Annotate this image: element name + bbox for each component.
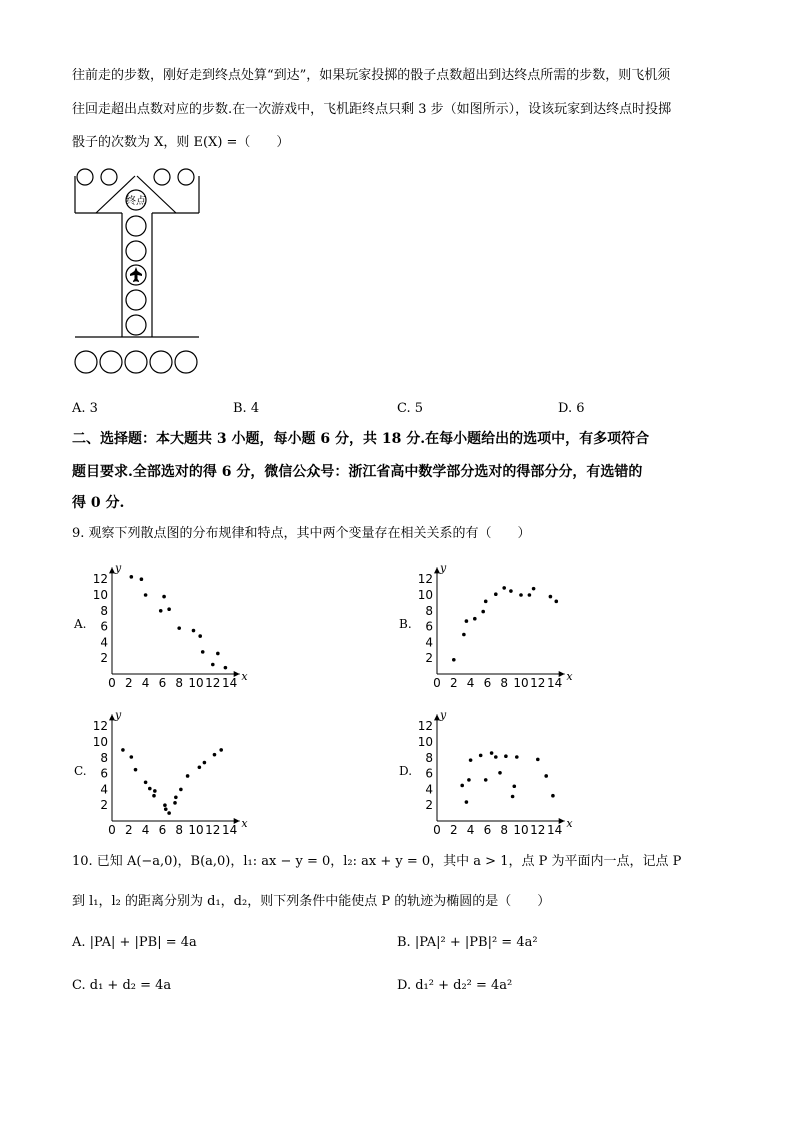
data-point bbox=[473, 617, 477, 621]
x-tick-label: 0 bbox=[108, 823, 116, 837]
data-point bbox=[481, 610, 485, 614]
y-tick-label: 12 bbox=[417, 719, 433, 734]
data-point bbox=[140, 577, 144, 581]
y-tick-label: 2 bbox=[425, 798, 433, 813]
data-point bbox=[134, 768, 138, 772]
intro-line-1: 往前走的步数，刚好走到终点处算“到达”，如果玩家投掷的骰子点数超出到达终点所需的步数，则飞机须 bbox=[72, 68, 671, 83]
x-tick-label: 10 bbox=[513, 676, 529, 690]
data-point bbox=[152, 794, 156, 798]
x-tick-label: 12 bbox=[205, 823, 221, 837]
q10-stem-2: 到 l₁，l₂ 的距离分别为 d₁，d₂，则下列条件中能使点 P 的轨迹为椭圆的是（ ） bbox=[72, 894, 551, 909]
board-diagram bbox=[72, 170, 202, 390]
q10-stem: 10. 已知 A(−a,0)，B(a,0)，l₁: ax − y = 0，l₂: ax + y = 0，其中 a > 1，点 P 为平面内一点，记点 P bbox=[72, 854, 682, 869]
data-point bbox=[144, 593, 148, 597]
data-point bbox=[484, 600, 488, 604]
data-point bbox=[163, 803, 167, 807]
data-point bbox=[201, 650, 205, 654]
plot-option-label: C. bbox=[74, 764, 87, 778]
x-tick-label: 8 bbox=[175, 676, 184, 690]
y-tick-label: 6 bbox=[100, 619, 108, 634]
x-tick-label: 2 bbox=[449, 823, 458, 837]
data-point bbox=[554, 600, 558, 604]
y-tick-label: 4 bbox=[100, 635, 108, 650]
section2-line-3: 得 0 分. bbox=[72, 495, 125, 511]
x-tick-label: 10 bbox=[513, 823, 529, 837]
x-axis-label: x bbox=[566, 670, 573, 683]
y-axis-label: y bbox=[440, 561, 447, 575]
y-tick-label: 4 bbox=[425, 635, 433, 650]
x-axis-label: x bbox=[241, 670, 248, 683]
data-point bbox=[479, 754, 483, 758]
option-b: B. 4 bbox=[233, 401, 260, 416]
data-point bbox=[494, 592, 498, 596]
data-point bbox=[490, 751, 494, 755]
data-point bbox=[198, 634, 202, 638]
data-point bbox=[213, 753, 217, 757]
data-point bbox=[153, 789, 157, 793]
data-point bbox=[519, 593, 523, 597]
x-tick-label: 6 bbox=[158, 676, 167, 690]
data-point bbox=[528, 593, 532, 597]
data-point bbox=[144, 780, 148, 784]
data-point bbox=[465, 800, 469, 804]
x-tick-label: 4 bbox=[466, 676, 475, 690]
option-c: C. 5 bbox=[397, 401, 424, 416]
data-point bbox=[504, 754, 508, 758]
y-tick-label: 10 bbox=[417, 735, 433, 749]
data-point bbox=[551, 794, 555, 798]
y-tick-label: 10 bbox=[417, 588, 433, 602]
data-point bbox=[502, 586, 506, 590]
plot-option-label: A. bbox=[74, 617, 87, 631]
data-point bbox=[484, 778, 488, 782]
data-point bbox=[512, 784, 516, 788]
plot-option-label: B. bbox=[399, 617, 412, 631]
data-point bbox=[186, 774, 190, 778]
y-tick-label: 8 bbox=[425, 603, 433, 618]
x-tick-label: 8 bbox=[175, 823, 184, 837]
data-point bbox=[515, 755, 519, 759]
y-tick-label: 2 bbox=[425, 651, 433, 666]
y-tick-label: 12 bbox=[417, 572, 433, 587]
x-axis-label: x bbox=[566, 817, 573, 830]
data-point bbox=[511, 795, 515, 799]
section2-line-1: 二、选择题：本大题共 3 小题，每小题 6 分，共 18 分.在每小题给出的选项中，有多项符合 bbox=[72, 431, 650, 447]
data-point bbox=[179, 788, 183, 792]
y-tick-label: 10 bbox=[92, 735, 108, 749]
data-point bbox=[211, 663, 215, 667]
x-tick-label: 2 bbox=[124, 823, 133, 837]
y-axis-label: y bbox=[115, 561, 122, 575]
x-axis-label: x bbox=[241, 817, 248, 830]
airplane-icon bbox=[130, 267, 142, 282]
plot-option-label: D. bbox=[399, 764, 413, 778]
option-d: D. 6 bbox=[558, 401, 585, 416]
x-tick-label: 14 bbox=[546, 823, 563, 837]
data-point bbox=[509, 589, 513, 593]
option-a: A. 3 bbox=[72, 401, 98, 416]
data-point bbox=[460, 784, 464, 788]
y-tick-label: 8 bbox=[425, 750, 433, 765]
data-point bbox=[203, 761, 207, 765]
x-tick-label: 10 bbox=[188, 823, 204, 837]
y-tick-label: 2 bbox=[100, 651, 108, 666]
data-point bbox=[164, 807, 168, 811]
y-tick-label: 6 bbox=[425, 766, 433, 781]
data-point bbox=[469, 758, 473, 762]
end-label: 终点 bbox=[126, 196, 146, 207]
y-tick-label: 10 bbox=[92, 588, 108, 602]
y-tick-label: 2 bbox=[100, 798, 108, 813]
data-point bbox=[532, 587, 536, 591]
data-point bbox=[498, 771, 502, 775]
y-tick-label: 6 bbox=[425, 619, 433, 634]
q9-stem: 9. 观察下列散点图的分布规律和特点，其中两个变量存在相关关系的有（ ） bbox=[72, 526, 531, 541]
data-point bbox=[130, 575, 134, 579]
y-tick-label: 8 bbox=[100, 750, 108, 765]
x-tick-label: 0 bbox=[433, 823, 441, 837]
x-tick-label: 14 bbox=[221, 823, 238, 837]
data-point bbox=[121, 748, 125, 752]
x-tick-label: 6 bbox=[483, 823, 492, 837]
y-tick-label: 4 bbox=[425, 782, 433, 797]
data-point bbox=[549, 595, 553, 599]
q10-option-b: B. |PA|² + |PB|² = 4a² bbox=[397, 935, 538, 950]
data-point bbox=[167, 811, 171, 815]
data-point bbox=[167, 607, 171, 611]
x-tick-label: 14 bbox=[546, 676, 563, 690]
x-tick-label: 10 bbox=[188, 676, 204, 690]
x-tick-label: 14 bbox=[221, 676, 238, 690]
data-point bbox=[130, 755, 134, 759]
x-tick-label: 4 bbox=[141, 823, 150, 837]
x-tick-label: 0 bbox=[433, 676, 441, 690]
data-point bbox=[536, 758, 540, 762]
q10-option-a: A. |PA| + |PB| = 4a bbox=[72, 935, 197, 950]
data-point bbox=[162, 595, 166, 599]
data-point bbox=[224, 666, 228, 670]
data-point bbox=[216, 652, 220, 656]
data-point bbox=[198, 765, 202, 769]
x-tick-label: 0 bbox=[108, 676, 116, 690]
scatter-plot-a bbox=[70, 556, 270, 690]
data-point bbox=[462, 633, 466, 637]
x-tick-label: 8 bbox=[500, 676, 509, 690]
y-tick-label: 8 bbox=[100, 603, 108, 618]
data-point bbox=[544, 774, 548, 778]
data-point bbox=[452, 658, 456, 662]
q10-option-d: D. d₁² + d₂² = 4a² bbox=[397, 978, 513, 993]
data-point bbox=[173, 801, 177, 805]
x-tick-label: 12 bbox=[530, 823, 546, 837]
x-tick-label: 4 bbox=[141, 676, 150, 690]
section2-line-2: 题目要求.全部选对的得 6 分，微信公众号：浙江省高中数学部分选对的得部分分，有选错的 bbox=[72, 464, 643, 480]
data-point bbox=[494, 755, 498, 759]
x-tick-label: 4 bbox=[466, 823, 475, 837]
q10-option-c: C. d₁ + d₂ = 4a bbox=[72, 978, 172, 993]
scatter-plot-d bbox=[395, 703, 595, 837]
x-tick-label: 12 bbox=[530, 676, 546, 690]
y-tick-label: 6 bbox=[100, 766, 108, 781]
data-point bbox=[159, 609, 163, 613]
x-tick-label: 6 bbox=[483, 676, 492, 690]
y-axis-label: y bbox=[115, 708, 122, 722]
x-tick-label: 2 bbox=[449, 676, 458, 690]
y-tick-label: 4 bbox=[100, 782, 108, 797]
x-tick-label: 2 bbox=[124, 676, 133, 690]
data-point bbox=[465, 619, 469, 623]
data-point bbox=[177, 626, 181, 630]
y-tick-label: 12 bbox=[92, 719, 108, 734]
data-point bbox=[467, 778, 471, 782]
x-tick-label: 12 bbox=[205, 676, 221, 690]
y-axis-label: y bbox=[440, 708, 447, 722]
intro-line-2: 往回走超出点数对应的步数.在一次游戏中，飞机距终点只剩 3 步（如图所示），设该玩家到达终点时投掷 bbox=[72, 102, 672, 117]
data-point bbox=[192, 629, 196, 633]
y-tick-label: 12 bbox=[92, 572, 108, 587]
data-point bbox=[148, 787, 152, 791]
intro-line-3: 骰子的次数为 X，则 E(X) =（ ） bbox=[72, 135, 290, 150]
x-tick-label: 8 bbox=[500, 823, 509, 837]
scatter-plot-c bbox=[70, 703, 270, 837]
data-point bbox=[219, 748, 223, 752]
scatter-plot-b bbox=[395, 556, 595, 690]
x-tick-label: 6 bbox=[158, 823, 167, 837]
data-point bbox=[174, 796, 178, 800]
